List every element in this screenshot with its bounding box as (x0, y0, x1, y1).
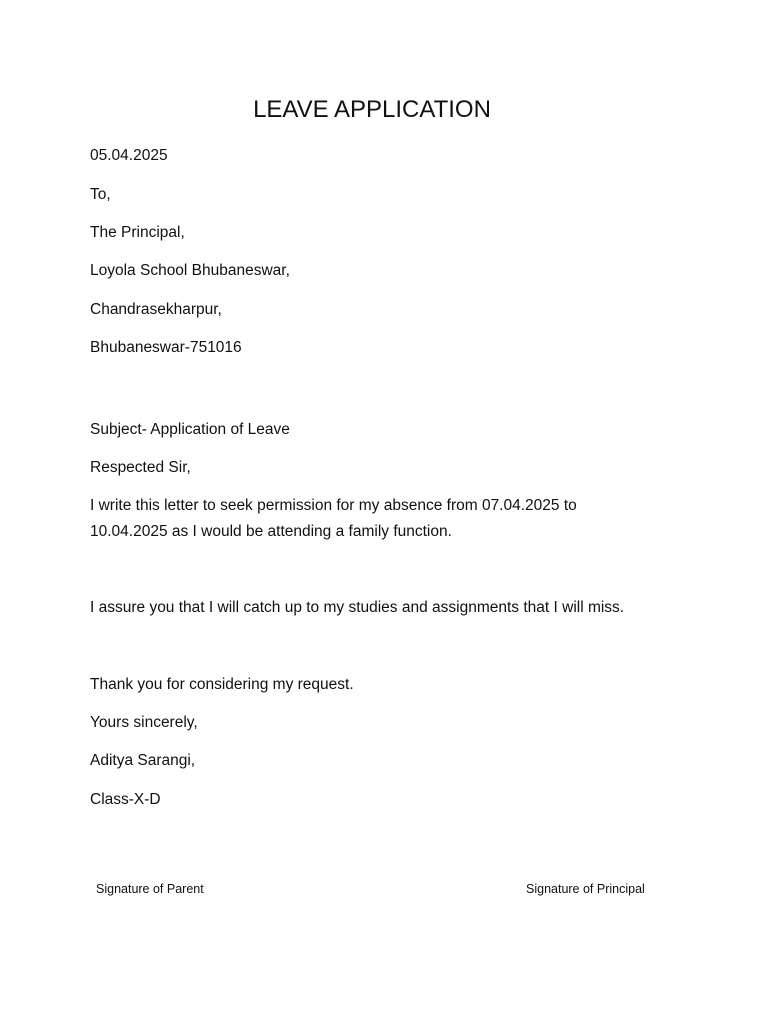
address-line-recipient: The Principal, (90, 224, 185, 241)
page-title: LEAVE APPLICATION (253, 96, 491, 123)
closing: Yours sincerely, (90, 714, 198, 731)
body-paragraph-3: Thank you for considering my request. (90, 676, 354, 693)
greeting: Respected Sir, (90, 459, 191, 476)
signature-principal-label: Signature of Principal (526, 882, 645, 896)
body-paragraph-1-line-1: I write this letter to seek permission for my absence from 07.04.2025 to (90, 497, 577, 514)
body-paragraph-1-line-2: 10.04.2025 as I would be attending a family function. (90, 523, 452, 540)
salutation-to: To, (90, 186, 111, 203)
letter-date: 05.04.2025 (90, 147, 168, 164)
sender-name: Aditya Sarangi, (90, 752, 196, 769)
address-line-locality: Chandrasekharpur, (90, 301, 222, 318)
subject-line: Subject- Application of Leave (90, 421, 290, 438)
sender-class: Class-X-D (90, 791, 161, 808)
body-paragraph-2: I assure you that I will catch up to my studies and assignments that I will miss. (90, 599, 625, 616)
address-line-school: Loyola School Bhubaneswar, (90, 262, 290, 279)
signature-parent-label: Signature of Parent (96, 882, 204, 896)
address-line-city: Bhubaneswar-751016 (90, 339, 242, 356)
